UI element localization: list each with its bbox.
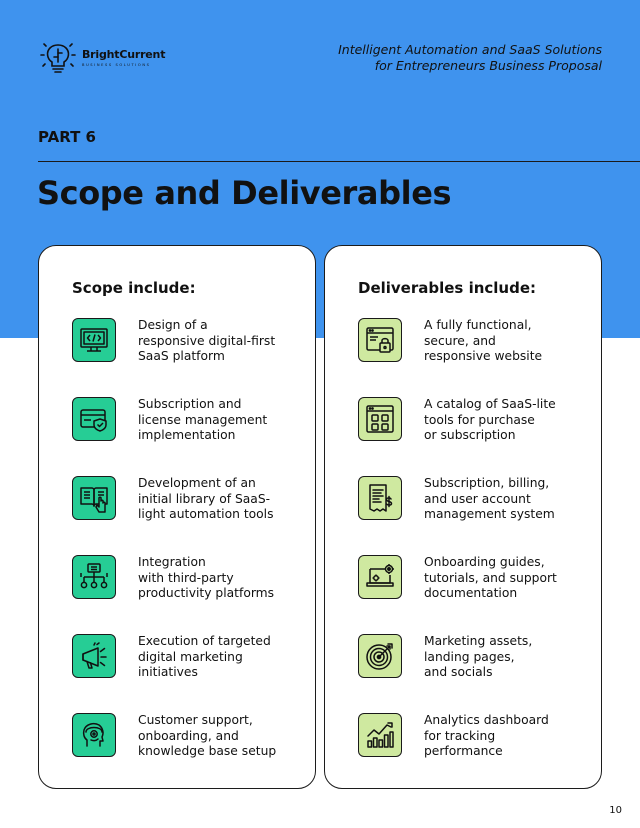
network-hierarchy-icon (72, 555, 116, 599)
page-number: 10 (609, 805, 622, 816)
deliverable-item-text: Analytics dashboard for tracking performance (424, 713, 549, 758)
scope-card (38, 245, 316, 789)
scope-item (72, 713, 312, 773)
scope-item-text: Execution of targeted digital marketing initiatives (138, 634, 271, 679)
lightbulb-circuit-icon (40, 40, 76, 74)
support-headset-icon (72, 713, 116, 757)
scope-item-text: Design of a responsive digital-first SaaS platform (138, 318, 276, 363)
scope-item (72, 318, 312, 378)
scope-item (72, 476, 312, 536)
megaphone-icon (72, 634, 116, 678)
deliverable-item-text: Onboarding guides, tutorials, and support documentation (424, 555, 557, 600)
brand-tagline: BUSINESS SOLUTIONS (82, 62, 151, 67)
part-label: PART 6 (38, 128, 96, 146)
code-monitor-icon (72, 318, 116, 362)
deliverable-item (358, 318, 598, 378)
scope-item-text: Development of an initial library of SaaS- light automation tools (138, 476, 274, 521)
document-title-line1: Intelligent Automation and SaaS Solutions (338, 42, 602, 57)
scope-item (72, 555, 312, 615)
deliverable-item (358, 713, 598, 773)
deliverable-item-text: A catalog of SaaS-lite tools for purchase or subscription (424, 397, 556, 442)
deliverable-item-text: Marketing assets, landing pages, and socials (424, 634, 533, 679)
deliverable-item-text: Subscription, billing, and user account management system (424, 476, 555, 521)
scope-item-text: Customer support, onboarding, and knowledge base setup (138, 713, 277, 758)
app-grid-icon (358, 397, 402, 441)
deliverable-item (358, 397, 598, 457)
brand-logo (40, 40, 165, 74)
deliverable-item (358, 555, 598, 615)
scope-item-text: Subscription and license management implementation (138, 397, 268, 442)
deliverable-item-text: A fully functional, secure, and responsive website (424, 318, 543, 363)
deliverables-card (324, 245, 602, 789)
invoice-dollar-icon (358, 476, 402, 520)
scope-item (72, 397, 312, 457)
scope-item-text: Integration with third-party productivity platforms (138, 555, 275, 600)
target-icon (358, 634, 402, 678)
book-pointer-icon (72, 476, 116, 520)
page-title: Scope and Deliverables (37, 174, 452, 212)
deliverables-heading: Deliverables include: (358, 279, 537, 297)
scope-heading: Scope include: (72, 279, 196, 297)
document-title (338, 42, 602, 74)
deliverable-item (358, 476, 598, 536)
divider (38, 161, 640, 162)
browser-lock-icon (358, 318, 402, 362)
brand-name: BrightCurrent (82, 47, 166, 61)
deliverable-item (358, 634, 598, 694)
laptop-gear-icon (358, 555, 402, 599)
card-shield-icon (72, 397, 116, 441)
scope-item (72, 634, 312, 694)
growth-chart-icon (358, 713, 402, 757)
document-title-line2: for Entrepreneurs Business Proposal (374, 58, 602, 73)
